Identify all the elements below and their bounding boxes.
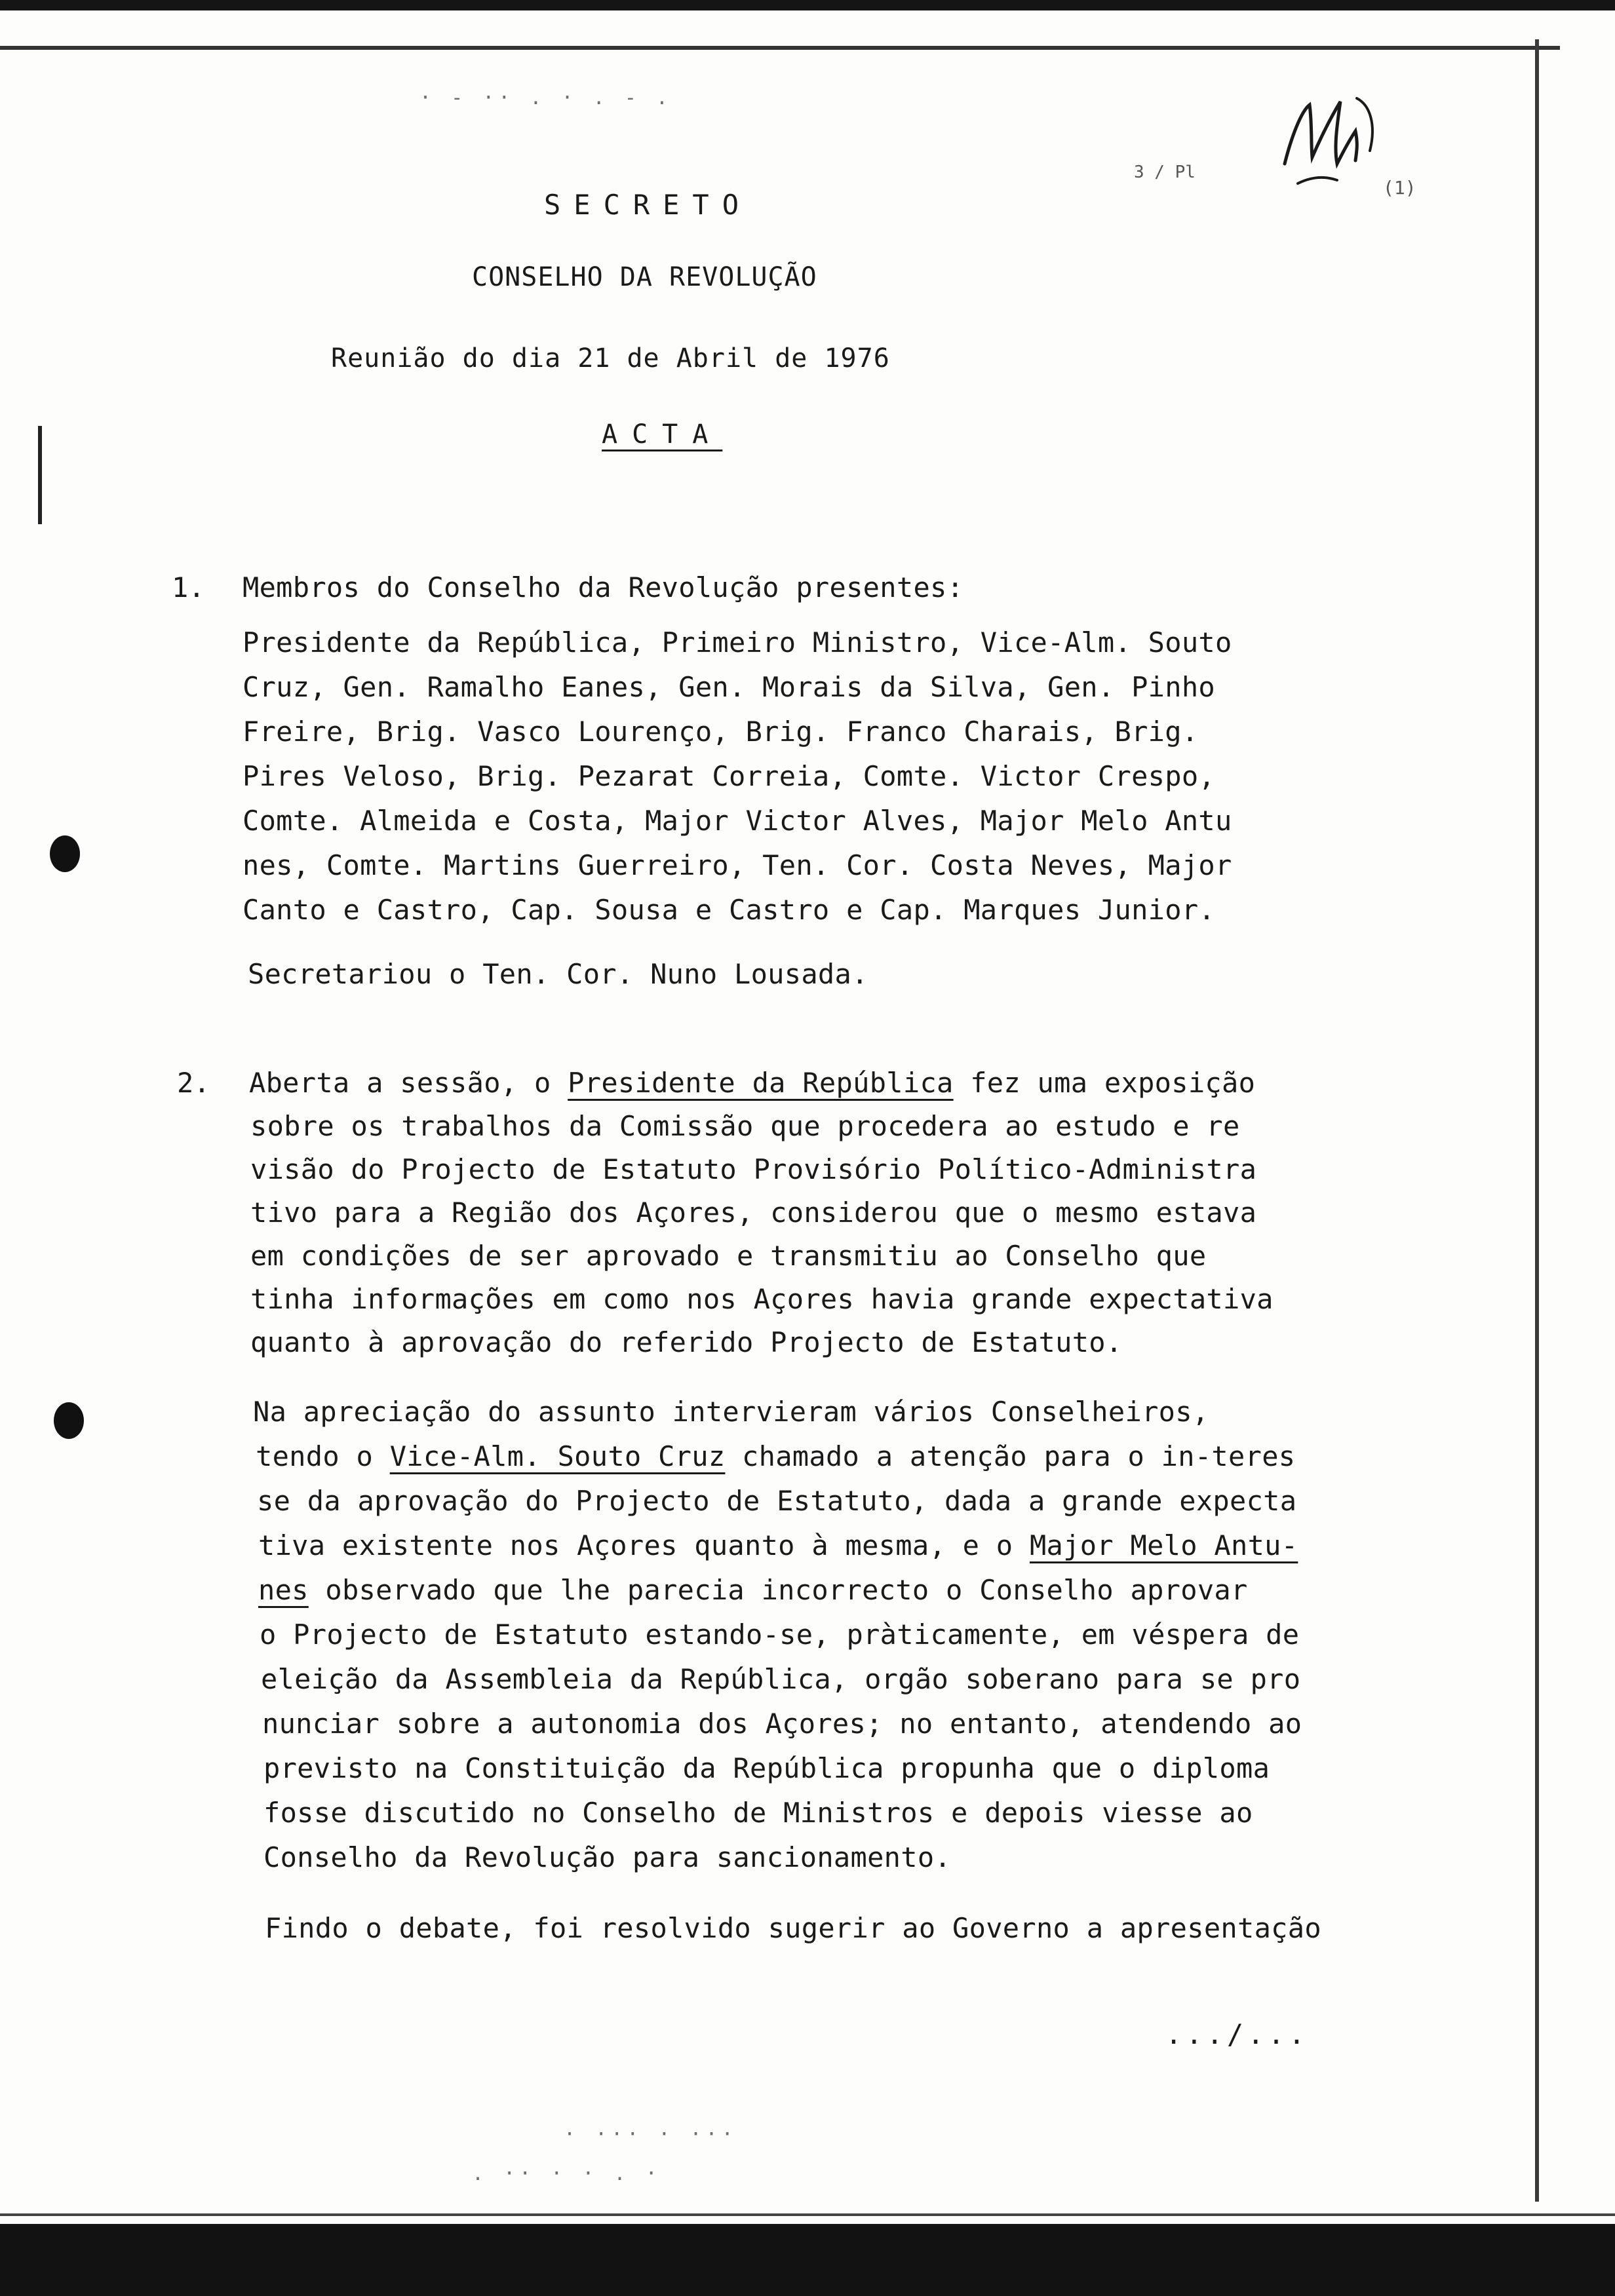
scan-line-top	[0, 46, 1560, 50]
scan-noise: · - ·· . · . - .	[419, 86, 672, 109]
organ-heading: CONSELHO DA REVOLUÇÃO	[472, 262, 817, 292]
paragraph-line: nes observado que lhe parecia incorrecto o Conselho aprovar	[258, 1574, 1248, 1606]
stamp-mark: 3 / Pl	[1134, 163, 1196, 182]
underlined-name: Major Melo Antu-	[1029, 1529, 1298, 1561]
paragraph-line: eleição da Assembleia da República, orgão soberano para se pro	[261, 1663, 1301, 1695]
paragraph-line: tendo o Vice-Alm. Souto Cruz chamado a atenção para o in-teres	[256, 1440, 1296, 1472]
page-number: (1)	[1383, 177, 1416, 199]
paragraph-line: Conselho da Revolução para sancionamento.	[263, 1841, 952, 1873]
paragraph-line: tinha informações em como nos Açores havia grande expectativa	[250, 1283, 1274, 1315]
punch-hole-icon	[54, 1402, 84, 1439]
section-number: 2.	[177, 1067, 210, 1099]
paragraph-line: visão do Projecto de Estatuto Provisório Político-Administra	[250, 1153, 1257, 1185]
punch-hole-icon	[50, 835, 80, 872]
classification-heading: SECRETO	[544, 189, 752, 221]
paragraph-line: sobre os trabalhos da Comissão que procedera ao estudo e re	[250, 1110, 1240, 1142]
paragraph-line: Na apreciação do assunto intervieram vários Conselheiros,	[253, 1396, 1209, 1428]
underlined-name: nes	[258, 1574, 309, 1606]
scan-line-bottom	[0, 2213, 1615, 2216]
paragraph-line: se da aprovação do Projecto de Estatuto, dada a grande expecta	[257, 1485, 1297, 1517]
paragraph-line: previsto na Constituição da República propunha que o diploma	[263, 1752, 1270, 1784]
section-number: 1.	[172, 571, 205, 603]
members-line: Pires Veloso, Brig. Pezarat Correia, Comte. Victor Crespo,	[243, 760, 1215, 792]
scan-mark-left	[38, 426, 42, 524]
scan-noise: · ··· · ···	[564, 2123, 737, 2146]
paragraph-line: tivo para a Região dos Açores, considerou que o mesmo estava	[250, 1196, 1257, 1229]
scan-border-right	[1535, 39, 1539, 2202]
underlined-name: Presidente da República	[568, 1067, 954, 1099]
scan-border-bottom	[0, 2224, 1615, 2296]
paragraph-line: o Projecto de Estatuto estando-se, pràticamente, em véspera de	[260, 1618, 1300, 1651]
paragraph-line: nunciar sobre a autonomia dos Açores; no entanto, atendendo ao	[262, 1708, 1302, 1740]
paragraph-line: Findo o debate, foi resolvido sugerir ao Governo a apresentação	[265, 1912, 1321, 1944]
members-line: Cruz, Gen. Ramalho Eanes, Gen. Morais da Silva, Gen. Pinho	[243, 671, 1215, 703]
paragraph-line: fosse discutido no Conselho de Ministros e depois viesse ao	[263, 1797, 1253, 1829]
paragraph-line: tiva existente nos Açores quanto à mesma, e o Major Melo Antu-	[258, 1529, 1298, 1561]
members-line: Comte. Almeida e Costa, Major Victor Alves, Major Melo Antu	[243, 805, 1232, 837]
members-line: Presidente da República, Primeiro Ministro, Vice-Alm. Souto	[243, 626, 1232, 659]
paragraph-line: em condições de ser aprovado e transmitiu ao Conselho que	[250, 1240, 1207, 1272]
document-type-heading: ACTA	[602, 419, 723, 450]
continuation-mark: .../...	[1165, 2018, 1310, 2050]
members-line: Canto e Castro, Cap. Sousa e Castro e Cap. Marques Junior.	[243, 894, 1215, 926]
secretary-line: Secretariou o Ten. Cor. Nuno Lousada.	[248, 958, 868, 990]
section-title: Membros do Conselho da Revolução presentes:	[243, 571, 964, 603]
meeting-date: Reunião do dia 21 de Abril de 1976	[331, 343, 890, 373]
paragraph-line: quanto à aprovação do referido Projecto de Estatuto.	[250, 1326, 1123, 1358]
members-line: nes, Comte. Martins Guerreiro, Ten. Cor. Costa Neves, Major	[243, 849, 1232, 881]
scan-noise: . ·· · · . ·	[472, 2162, 661, 2185]
scan-border-top	[0, 0, 1615, 10]
underlined-name: Vice-Alm. Souto Cruz	[389, 1440, 726, 1472]
members-line: Freire, Brig. Vasco Lourenço, Brig. Franco Charais, Brig.	[243, 716, 1199, 748]
paragraph-line: Aberta a sessão, o Presidente da República fez uma exposição	[249, 1067, 1256, 1099]
